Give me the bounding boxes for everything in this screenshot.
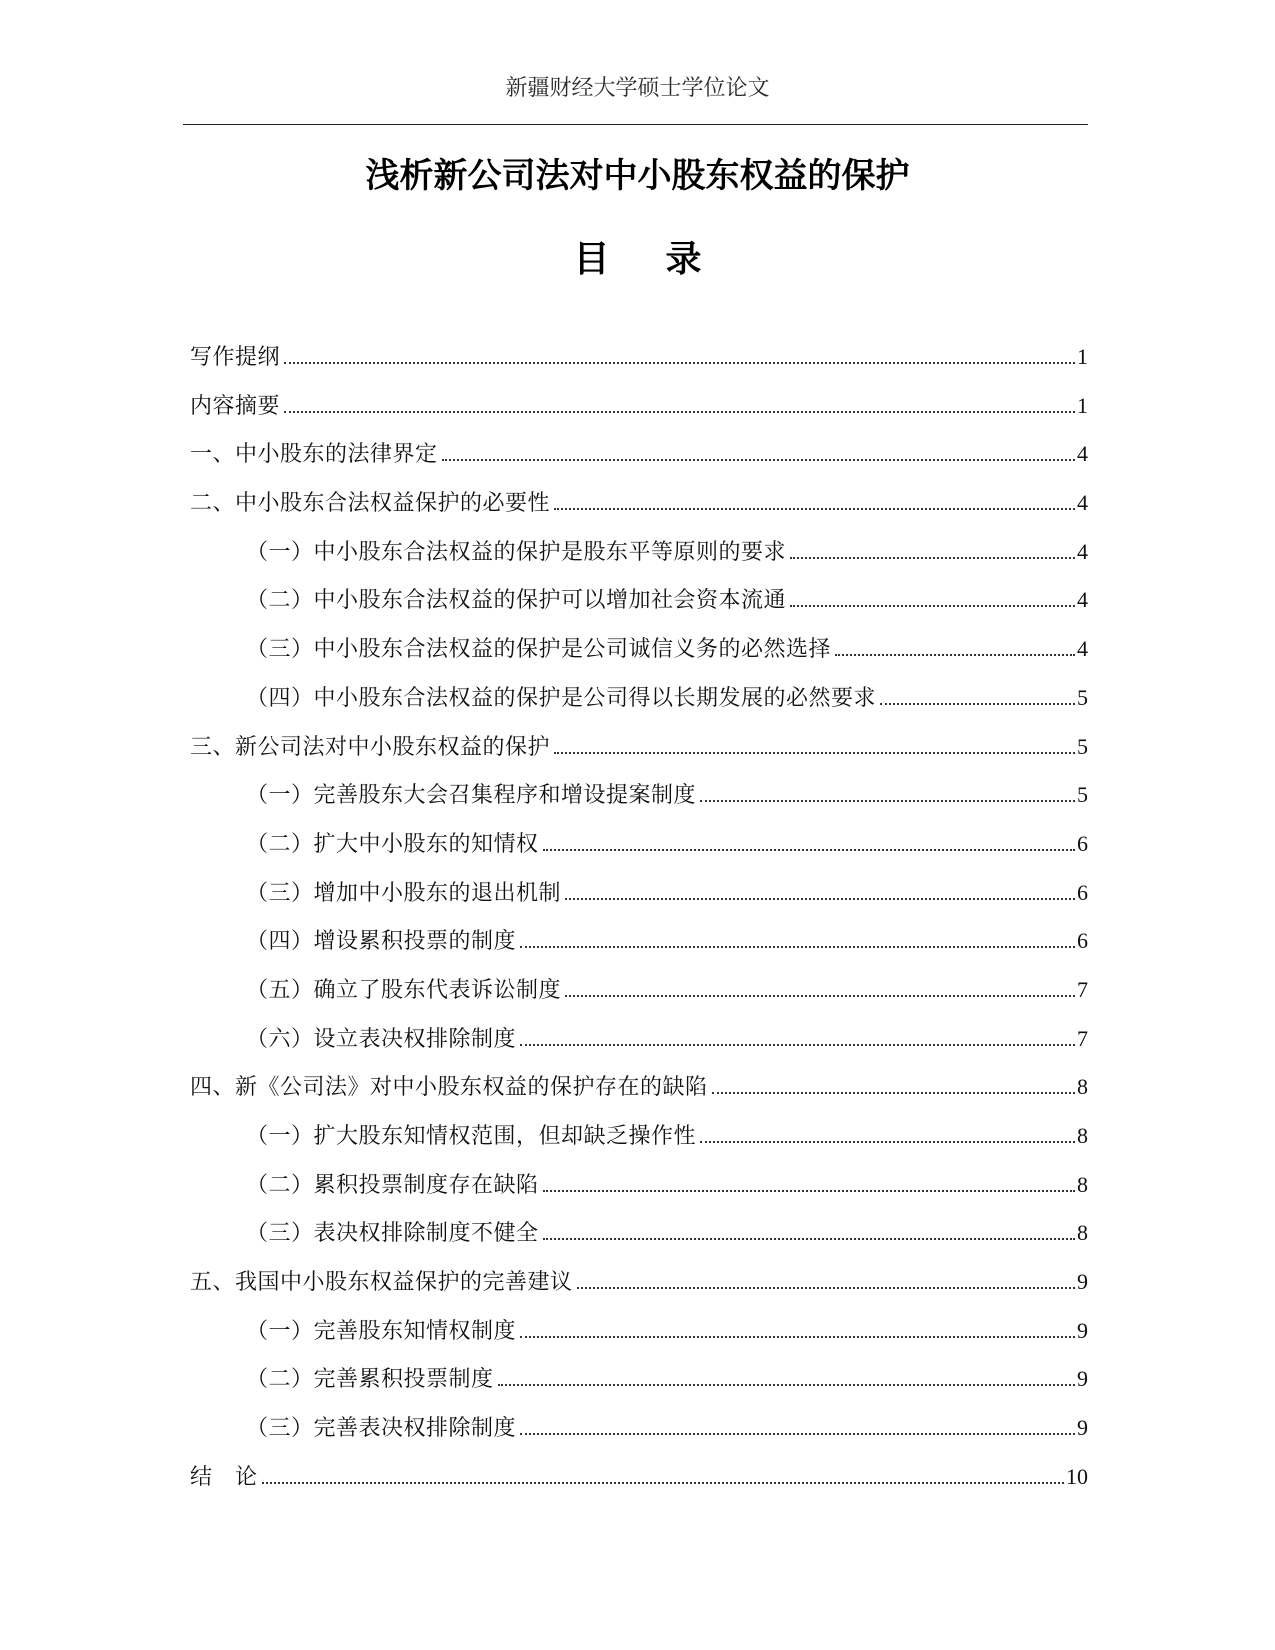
- dot-leader: [262, 1482, 1064, 1484]
- dot-leader: [790, 557, 1075, 559]
- toc-entry-label: （一）完善股东知情权制度: [246, 1318, 517, 1344]
- toc-entry-label: 内容摘要: [190, 393, 281, 419]
- toc-subentry[interactable]: [190, 869, 1088, 918]
- toc-subentry[interactable]: [190, 820, 1088, 869]
- dot-leader: [790, 605, 1075, 607]
- dot-leader: [284, 411, 1075, 413]
- toc-page-number: 1: [1077, 344, 1088, 369]
- toc-page-number: 6: [1077, 928, 1088, 954]
- header-divider: [183, 124, 1088, 125]
- toc-entry-label: 二、中小股东合法权益保护的必要性: [190, 491, 551, 517]
- toc-page-number: 1: [1077, 392, 1088, 418]
- toc-entry-label: （三）完善表决权排除制度: [246, 1416, 517, 1442]
- toc-entry-label: 五、我国中小股东权益保护的完善建议: [190, 1270, 573, 1296]
- toc-page-number: 4: [1077, 636, 1088, 662]
- toc-subentry[interactable]: [190, 1404, 1088, 1453]
- toc-heading: 目录: [573, 239, 758, 280]
- toc-page-number: 9: [1077, 1269, 1088, 1295]
- toc-page-number: 8: [1077, 1123, 1088, 1148]
- dot-leader: [543, 849, 1075, 851]
- dot-leader: [700, 800, 1075, 802]
- toc-entry[interactable]: [190, 1453, 1088, 1502]
- toc-page-number: 8: [1077, 1171, 1088, 1197]
- running-header: 新疆财经大学硕士学位论文: [505, 76, 770, 101]
- toc-entry-label: 三、新公司法对中小股东权益的保护: [190, 734, 551, 760]
- dot-leader: [835, 654, 1075, 656]
- toc-subentry[interactable]: [190, 966, 1088, 1015]
- dot-leader: [442, 459, 1075, 461]
- toc-page-number: 7: [1077, 1025, 1088, 1051]
- toc-entry-label: 四、新《公司法》对中小股东权益的保护存在的缺陷: [190, 1075, 708, 1101]
- toc-page-number: 7: [1077, 976, 1088, 1002]
- dot-leader: [520, 1336, 1075, 1338]
- toc-subentry[interactable]: [190, 625, 1088, 674]
- toc-entry-label: 结 论: [190, 1464, 258, 1490]
- toc-entry[interactable]: [190, 382, 1088, 431]
- toc-entry-label: 写作提纲: [190, 345, 281, 370]
- toc-subentry[interactable]: [190, 771, 1088, 820]
- table-of-contents: [190, 333, 1088, 1502]
- toc-entry-label: （一）完善股东大会召集程序和增设提案制度: [246, 783, 697, 809]
- toc-entry-label: （四）增设累积投票的制度: [246, 929, 517, 955]
- toc-subentry[interactable]: [190, 1161, 1088, 1210]
- dot-leader: [554, 508, 1075, 510]
- dot-leader: [543, 1238, 1075, 1240]
- toc-entry-label: （三）中小股东合法权益的保护是公司诚信义务的必然选择: [246, 637, 832, 663]
- dot-leader: [565, 995, 1075, 997]
- toc-subentry[interactable]: [190, 1015, 1088, 1064]
- dot-leader: [880, 703, 1075, 705]
- dot-leader: [520, 1433, 1075, 1435]
- toc-page-number: 4: [1077, 490, 1088, 516]
- toc-entry-label: （五）确立了股东代表诉讼制度: [246, 977, 562, 1003]
- toc-entry-label: （二）中小股东合法权益的保护可以增加社会资本流通: [246, 588, 787, 614]
- toc-page-number: 5: [1077, 733, 1088, 759]
- dot-leader: [543, 1190, 1075, 1192]
- toc-entry-label: （二）扩大中小股东的知情权: [246, 831, 539, 857]
- dot-leader: [577, 1287, 1075, 1289]
- toc-page-number: 9: [1077, 1366, 1088, 1392]
- toc-subentry[interactable]: [190, 528, 1088, 577]
- dot-leader: [700, 1141, 1075, 1143]
- toc-page-number: 6: [1077, 830, 1088, 856]
- toc-entry-label: （一）扩大股东知情权范围，但却缺乏操作性: [246, 1124, 697, 1149]
- toc-page-number: 8: [1077, 1074, 1088, 1100]
- toc-subentry[interactable]: [190, 1355, 1088, 1404]
- toc-entry-label: （二）累积投票制度存在缺陷: [246, 1172, 539, 1198]
- dot-leader: [498, 1384, 1075, 1386]
- toc-entry-label: （一）中小股东合法权益的保护是股东平等原则的要求: [246, 539, 787, 565]
- toc-entry[interactable]: [190, 430, 1088, 479]
- toc-page-number: 4: [1077, 441, 1088, 467]
- toc-subentry[interactable]: [190, 1112, 1088, 1161]
- toc-entry[interactable]: [190, 1063, 1088, 1112]
- toc-page-number: 6: [1077, 879, 1088, 905]
- toc-entry-label: （三）表决权排除制度不健全: [246, 1221, 539, 1247]
- toc-page-number: 8: [1077, 1220, 1088, 1246]
- toc-entry-label: （六）设立表决权排除制度: [246, 1026, 517, 1052]
- dot-leader: [712, 1092, 1075, 1094]
- toc-page-number: 9: [1077, 1317, 1088, 1343]
- toc-page-number: 5: [1077, 684, 1088, 710]
- dot-leader: [520, 946, 1075, 948]
- toc-entry[interactable]: [190, 479, 1088, 528]
- toc-page-number: 4: [1077, 587, 1088, 613]
- dot-leader: [520, 1044, 1075, 1046]
- toc-subentry[interactable]: [190, 1307, 1088, 1356]
- toc-entry-label: （四）中小股东合法权益的保护是公司得以长期发展的必然要求: [246, 685, 877, 711]
- toc-subentry[interactable]: [190, 1209, 1088, 1258]
- toc-page-number: 5: [1077, 782, 1088, 808]
- dot-leader: [284, 362, 1075, 364]
- toc-entry-label: 一、中小股东的法律界定: [190, 442, 438, 468]
- dot-leader: [565, 898, 1075, 900]
- toc-entry[interactable]: [190, 723, 1088, 772]
- toc-subentry[interactable]: [190, 917, 1088, 966]
- toc-entry-label: （三）增加中小股东的退出机制: [246, 880, 562, 906]
- toc-page-number: 4: [1077, 538, 1088, 564]
- toc-page-number: 9: [1077, 1415, 1088, 1441]
- dot-leader: [554, 752, 1075, 754]
- toc-entry[interactable]: [190, 1258, 1088, 1307]
- document-title: 浅析新公司法对中小股东权益的保护: [365, 156, 910, 196]
- toc-page-number: 10: [1066, 1463, 1088, 1489]
- toc-entry-label: （二）完善累积投票制度: [246, 1367, 494, 1393]
- toc-entry[interactable]: [190, 333, 1088, 382]
- toc-subentry[interactable]: [190, 576, 1088, 625]
- toc-subentry[interactable]: [190, 674, 1088, 723]
